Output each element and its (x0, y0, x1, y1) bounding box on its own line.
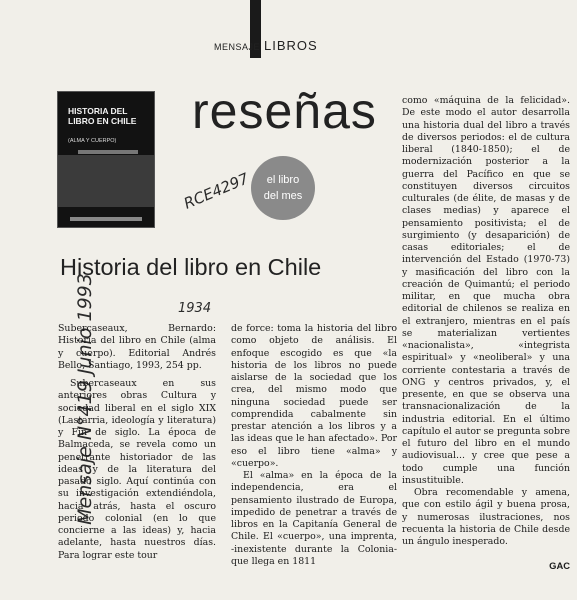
page-title: reseñas (192, 83, 377, 139)
article-column-2 (231, 323, 397, 568)
article-paragraph: Obra recomendable y amena, que con estilo ágil y buena prosa, y numerosas ilustraciones, nos recuenta la historia de Chile desde un ángulo inesperado. (402, 487, 570, 547)
article-column-1 (58, 323, 216, 562)
book-cover-image (58, 155, 154, 207)
article-paragraph: Subercaseaux en sus anteriores obras Cultura y sociedad liberal en el siglo XIX (Lastarria, ideología y literatura) y Fin de siglo. La época de Balmaceda, se revela como un penetrante historiador de las ideas y de la literatura del pasado siglo. Aquí continúa con su investigación extendiéndola, hacia atrás, hasta el oscuro periodo colonial (en lo que concierne a las ideas) y, hacia adelante, hasta nuestros días. Para lograr este tour (58, 378, 216, 561)
article-paragraph: como «máquina de la felicidad». De este modo el autor desarrolla una historia dual del libro a través de diversos periodos: el de cultura liberal (1840-1850); el de modernización posterior a la guerra del Pacífico en que se constituyen diversos circuitos culturales (de élite, de masas y de clases medias) y aparece el pensamiento positivista; el de surgimiento (y desaparición) de casas editoriales; el de intervención del Estado (1970-73) y masificación del libro con la creación de Quimantú; el periodo militar, en que mucha obra editorial de chilenos se realiza en el extranjero, mientras en el país se materializan vertientes «nacionalista», «integrista espiritual» y «neoliberal» y una corriente contestaria a través de ONG y centros privados, y, el presente, en que se observa una transnacionalización de la industria editorial. En el último capítulo el autor se pregunta sobre el futuro del libro en el mundo audiovisual... y cree que pese a todo cumple una función insustituible. (402, 95, 570, 486)
book-cover-subtitle: (ALMA Y CUERPO) (68, 138, 117, 144)
article-column-3 (402, 95, 570, 573)
handwritten-year: 1934 (178, 301, 212, 316)
section-header (214, 38, 318, 53)
author-signature: GAC (549, 560, 570, 572)
handwritten-code: RCE4297 (181, 169, 252, 213)
article-paragraph: de force: toma la historia del libro como objeto de análisis. El enfoque escogido es que «la historia de los libros no puede aislarse de la sociedad que los crea, del mismo modo que ninguna sociedad puede ser comprendida cabalmente sin prestar atención a los libros y a las ideas que le han afectado». Por eso el libro tiene «alma» y «cuerpo». (231, 323, 397, 469)
book-cover-publisher-line (70, 217, 142, 221)
book-cover (57, 91, 155, 228)
badge-line1: el libro (266, 174, 300, 186)
article-paragraph: El «alma» en la época de la independencia, era el pensamiento ilustrado de Europa, impedido de penetrar a través de libros en la Capitanía General de Chile. El «cuerpo», una imprenta, -inexistente durante la Colonia- que llega en 1811 (231, 470, 397, 567)
handwritten-margin-note: Mensaje N°419 Junio 1993 (74, 273, 96, 525)
section-name: MENSAJE (214, 42, 261, 52)
subsection-name: LIBROS (264, 38, 318, 53)
book-cover-author-line (78, 150, 138, 154)
article-headline: Historia del libro en Chile (60, 254, 322, 280)
book-cover-title: HISTORIA DEL LIBRO EN CHILE (68, 106, 137, 126)
book-citation: Subercaseaux, Bernardo: Historia del libro en Chile (alma y cuerpo). Editorial Andrés Bello, Santiago, 1993, 254 pp. (58, 323, 216, 371)
badge-line2: del mes (263, 190, 303, 202)
book-of-month-badge (251, 156, 315, 220)
